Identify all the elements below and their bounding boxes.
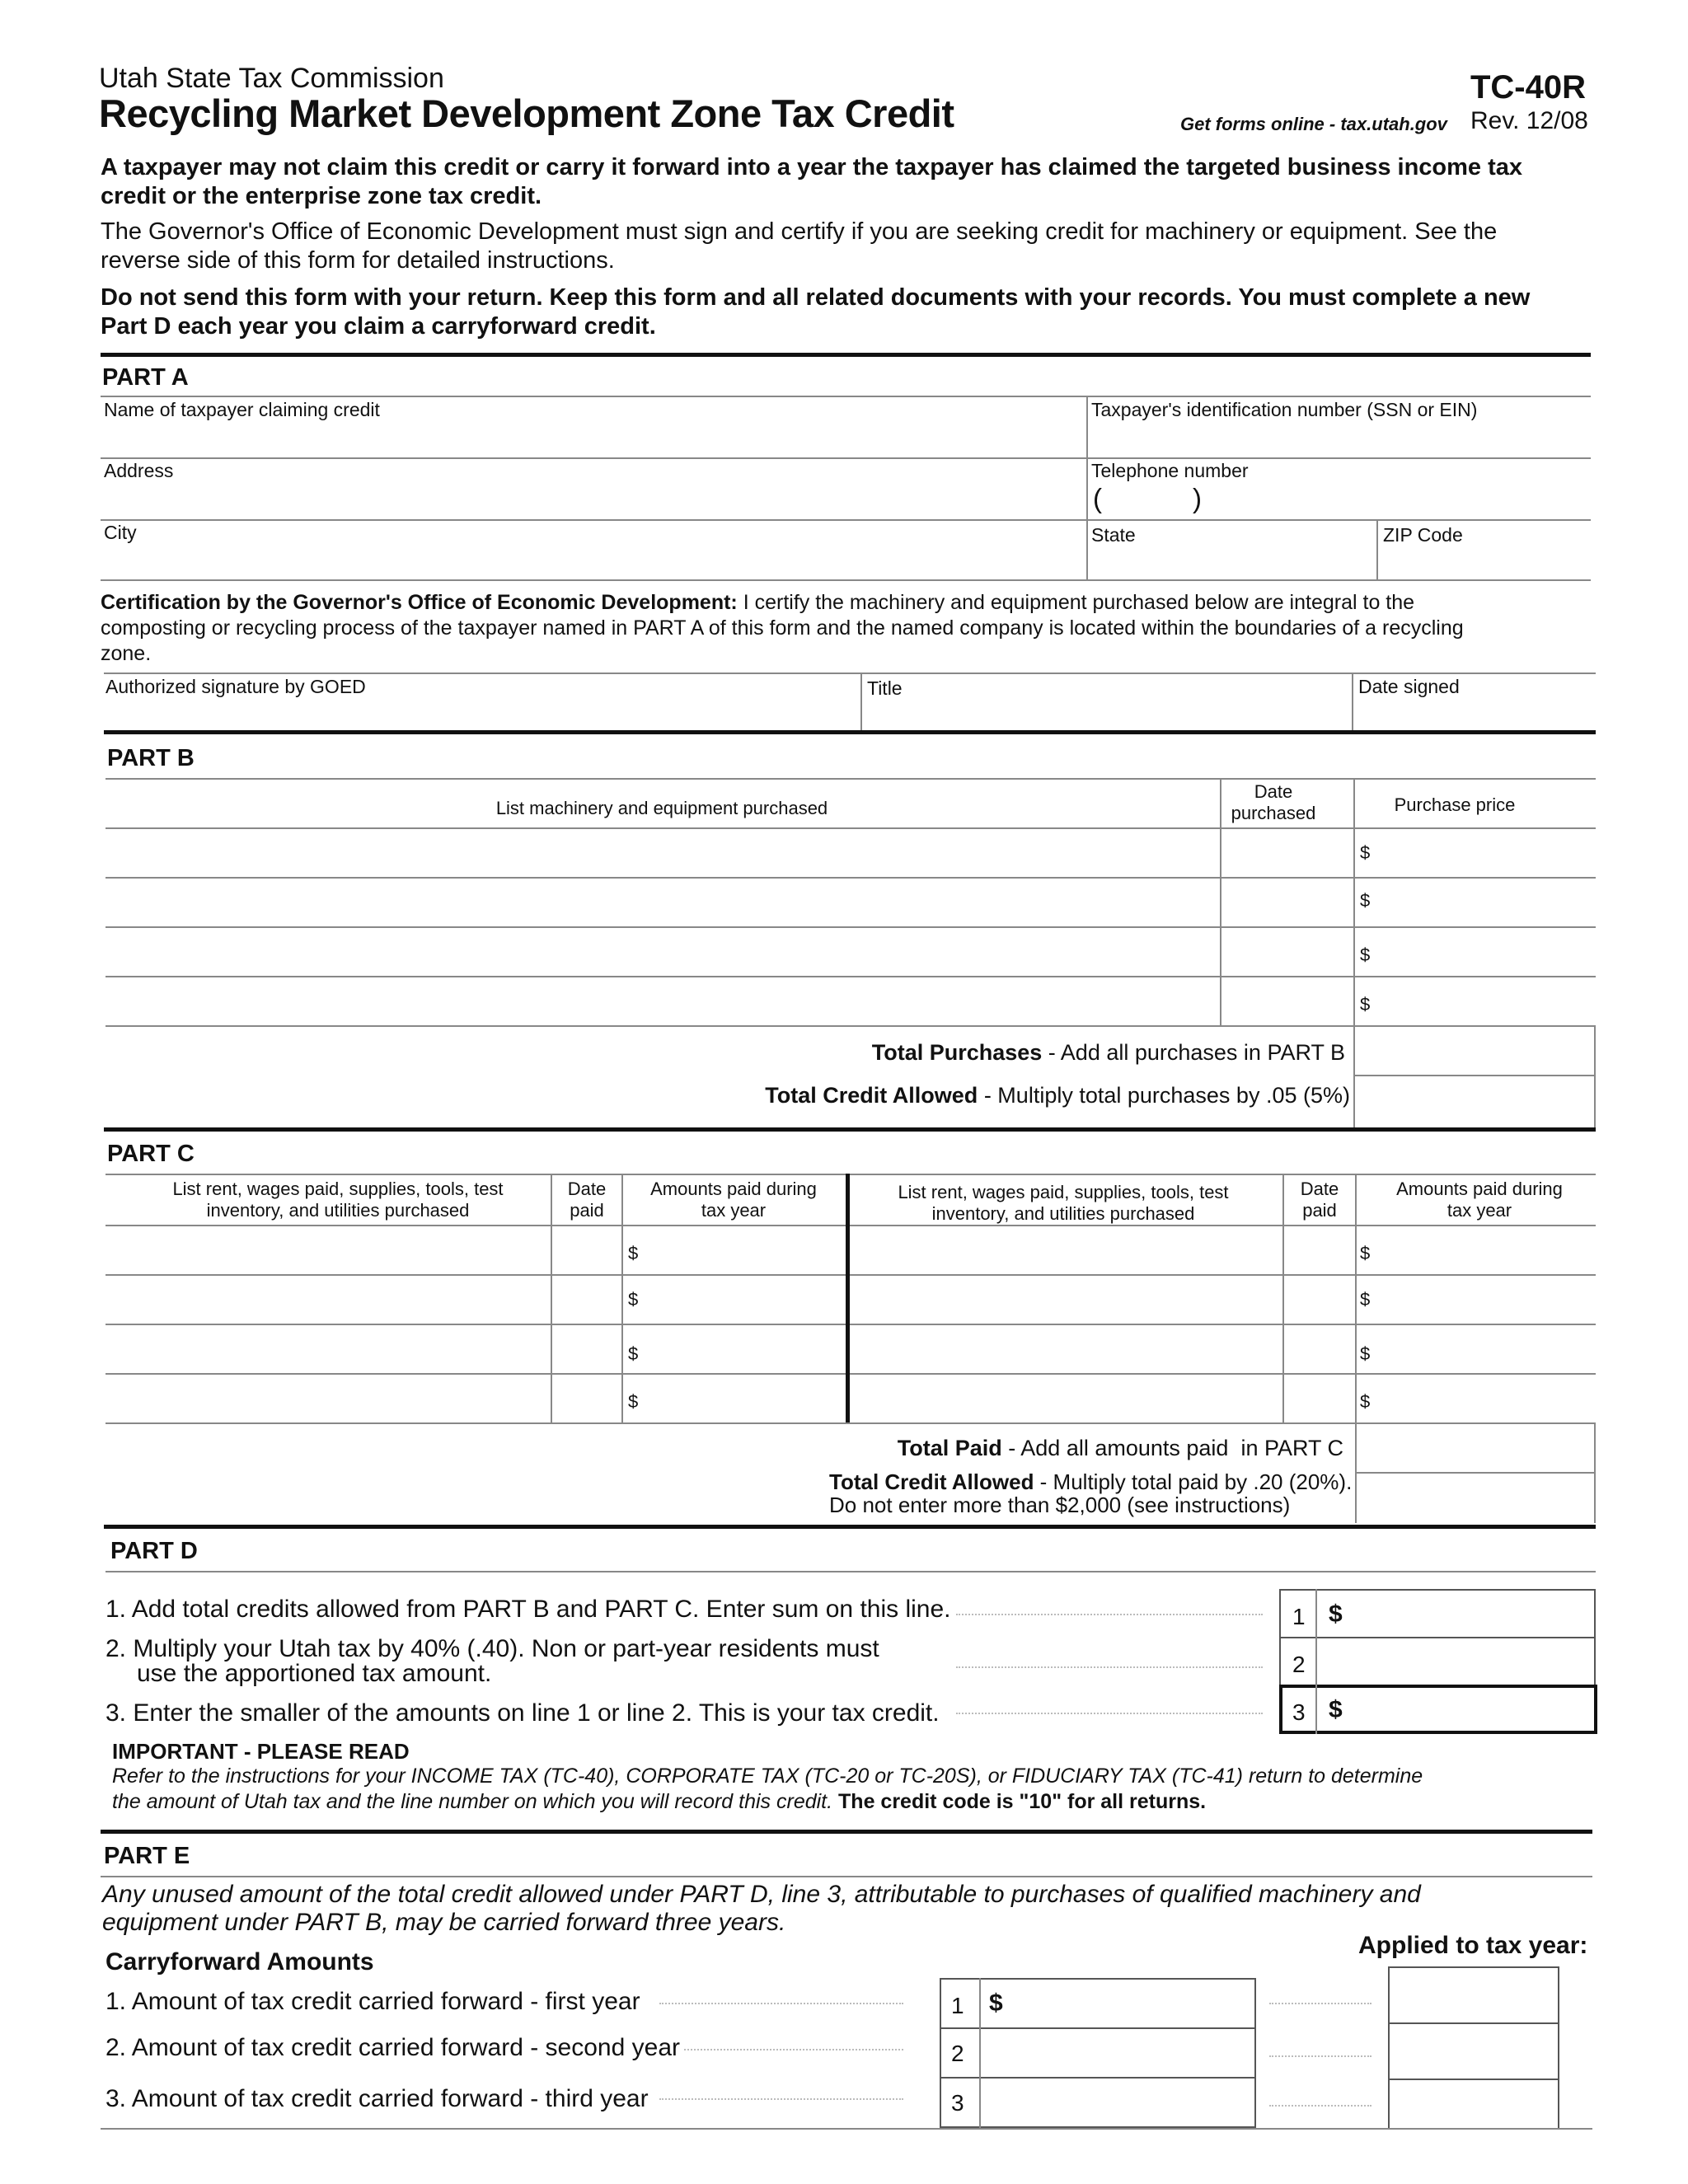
part-d-heading: PART D (110, 1538, 198, 1564)
part-b-total-credit-bold: Total Credit Allowed (765, 1083, 978, 1108)
total-paid-text: - Add all amounts paid in PART C (1001, 1436, 1343, 1460)
part-b-col-date: Date purchased (1231, 781, 1316, 823)
part-c-amount-field[interactable] (640, 1228, 842, 1272)
part-c-col-amount-left: Amounts paid during tax year (650, 1179, 817, 1221)
part-c-col-divider-2 (621, 1174, 623, 1422)
part-e-heading-rule (101, 1876, 1592, 1877)
part-d-line-3-field[interactable] (1352, 1688, 1592, 1731)
part-b-date-field[interactable] (1223, 831, 1350, 875)
part-e-leader-3 (659, 2098, 903, 2100)
part-c-currency: $ (1360, 1243, 1371, 1263)
part-c-currency: $ (628, 1243, 639, 1263)
part-b-row-rule-2 (106, 926, 1596, 928)
part-d-number-1: 1 (1292, 1604, 1306, 1629)
part-d-line-1-field[interactable] (1352, 1592, 1592, 1635)
part-c-item-field[interactable] (107, 1277, 547, 1322)
part-e-year-field-2[interactable] (1391, 2026, 1556, 2077)
important-heading: IMPORTANT - PLEASE READ (112, 1739, 410, 1764)
part-c-center-divider (846, 1174, 850, 1422)
part-c-row-rule-4 (106, 1422, 1596, 1424)
forms-online-link[interactable]: Get forms online - tax.utah.gov (1180, 114, 1447, 134)
records-note: Do not send this form with your return. Keep this form and all related documents with your records. You must complete a new Part D each year you claim a carryforward credit. (101, 284, 1531, 340)
tin-field[interactable] (1091, 420, 1586, 455)
part-b-price-field[interactable] (1373, 930, 1592, 974)
part-e-amount-field-1[interactable] (1010, 1981, 1253, 2026)
date-signed-label: Date signed (1358, 676, 1460, 697)
warning-text: A taxpayer may not claim this credit or carry it forward into a year the taxpayer has claimed the targeted business income tax credit or the enterprise zone tax credit. (101, 154, 1523, 209)
signature-top-rule (104, 673, 1596, 674)
part-b-row-rule-1 (106, 877, 1596, 879)
part-c-amount-field[interactable] (1373, 1277, 1592, 1322)
part-b-currency: $ (1360, 944, 1371, 965)
part-c-item-field[interactable] (852, 1277, 1279, 1322)
part-d-heading-rule (106, 1571, 1596, 1572)
part-e-top-rule (101, 1830, 1592, 1834)
part-c-col-list-right: List rent, wages paid, supplies, tools, test inventory, and utilities purchased (898, 1182, 1229, 1224)
part-d-number-divider-1 (1315, 1589, 1317, 1686)
part-c-amount-field[interactable] (640, 1327, 842, 1371)
part-e-amount-field-2[interactable] (982, 2031, 1253, 2075)
part-d-currency-1: $ (1329, 1601, 1343, 1628)
part-b-date-field[interactable] (1223, 880, 1350, 925)
part-c-date-field[interactable] (554, 1376, 618, 1421)
part-d-leader-1 (956, 1614, 1263, 1615)
part-d-leader-2 (956, 1666, 1263, 1668)
part-a-rule-2 (101, 457, 1591, 459)
part-c-row-rule-2 (106, 1324, 1596, 1325)
part-c-currency: $ (1360, 1391, 1371, 1412)
part-c-total-rule (1355, 1472, 1596, 1474)
part-b-total-rule (1353, 1075, 1596, 1076)
title-label: Title (867, 677, 903, 699)
part-e-currency-1: $ (989, 1990, 1003, 2017)
part-c-top-rule (104, 1127, 1596, 1132)
part-c-header-top (106, 1174, 1596, 1175)
part-c-total-credit-label (829, 1470, 1357, 1516)
part-b-row-rule-3 (106, 976, 1596, 977)
part-c-item-field[interactable] (107, 1376, 547, 1421)
part-b-price-field[interactable] (1373, 880, 1592, 925)
part-b-price-field[interactable] (1373, 831, 1592, 875)
goed-certification (101, 590, 1469, 667)
part-b-col-list: List machinery and equipment purchased (495, 798, 828, 818)
part-a-rule-3 (101, 519, 1591, 521)
part-e-year-leader-1 (1269, 2003, 1372, 2004)
part-e-number-2: 2 (951, 2041, 964, 2066)
part-c-currency: $ (628, 1343, 639, 1364)
part-e-line-2: 2. Amount of tax credit carried forward - second year (106, 2034, 680, 2061)
important-text (112, 1764, 1447, 1815)
part-b-total-credit-label (577, 1083, 1350, 1108)
part-b-header-bottom (106, 827, 1596, 829)
part-d-number-3: 3 (1292, 1699, 1306, 1725)
part-a-heading: PART A (102, 364, 189, 391)
certification-text: I certify the machinery and equipment purchased below are integral to the composting or recycling process of the taxpayer named in PART A of this form and the named company is located within the boundaries of a recycling zone. (101, 591, 1464, 665)
part-b-header-top (106, 778, 1596, 780)
part-c-total-credit-field[interactable] (1358, 1475, 1592, 1521)
part-c-item-field[interactable] (852, 1327, 1279, 1371)
zip-label: ZIP Code (1383, 524, 1463, 546)
address-field[interactable] (102, 481, 1083, 516)
part-c-header-bottom (106, 1225, 1596, 1226)
phone-parens: ( ) (1093, 483, 1202, 513)
part-c-date-field[interactable] (1286, 1376, 1352, 1421)
part-c-row-rule-1 (106, 1274, 1596, 1276)
part-e-line-1: 1. Amount of tax credit carried forward - first year (106, 1988, 640, 2015)
part-d-line-2a: 2. Multiply your Utah tax by 40% (.40). Non or part-year residents must (106, 1635, 879, 1662)
part-c-date-field[interactable] (1286, 1327, 1352, 1371)
city-field[interactable] (102, 544, 1083, 577)
part-b-currency: $ (1360, 994, 1371, 1015)
part-c-currency: $ (1360, 1343, 1371, 1364)
form-number: TC-40R (1470, 69, 1586, 105)
part-a-top-rule (101, 353, 1591, 357)
carryforward-heading: Carryforward Amounts (106, 1948, 374, 1975)
part-b-total-right (1594, 1025, 1596, 1127)
part-d-line-2-field[interactable] (1319, 1640, 1592, 1683)
part-b-item-field[interactable] (107, 831, 1217, 875)
state-label: State (1091, 524, 1136, 546)
part-e-year-field-1[interactable] (1391, 1970, 1556, 2021)
refer-instructions-text: Refer to the instructions for your INCOME TAX (TC-40), CORPORATE TAX (TC-20 or TC-20S), or FIDUCIARY TAX (TC-41) return to determine the amount of Utah tax and the line number on which you will record this credit. (112, 1765, 1423, 1813)
part-b-heading: PART B (107, 745, 195, 771)
part-d-line-1: 1. Add total credits allowed from PART B and PART C. Enter sum on this line. (106, 1596, 951, 1623)
part-a-divider-zip (1376, 519, 1378, 579)
part-d-top-rule (104, 1525, 1596, 1529)
part-c-col-divider-3 (1282, 1174, 1284, 1422)
part-c-date-field[interactable] (1286, 1277, 1352, 1322)
zip-field[interactable] (1383, 546, 1587, 577)
part-a-rule-4 (101, 579, 1591, 581)
part-b-date-field[interactable] (1223, 930, 1350, 974)
part-e-amount-field-3[interactable] (982, 2080, 1253, 2125)
part-b-currency: $ (1360, 890, 1371, 911)
part-b-date-field[interactable] (1223, 979, 1350, 1024)
part-b-col-price: Purchase price (1394, 794, 1516, 815)
part-c-col-divider-1 (551, 1174, 552, 1422)
tin-label: Taxpayer's identification number (SSN or EIN) (1091, 399, 1478, 420)
certification-heading: Certification by the Governor's Office of Economic Development: (101, 591, 738, 614)
part-e-number-1: 1 (951, 1993, 964, 2018)
part-a-rule-1 (101, 396, 1591, 397)
signature-divider-1 (860, 673, 862, 732)
part-b-total-credit-field[interactable] (1357, 1078, 1592, 1124)
part-c-amount-field[interactable] (640, 1376, 842, 1421)
part-b-item-field[interactable] (107, 979, 1217, 1024)
part-c-currency: $ (628, 1391, 639, 1412)
part-e-heading: PART E (104, 1843, 190, 1869)
part-b-item-field[interactable] (107, 880, 1217, 925)
credit-code-text: The credit code is "10" for all returns. (832, 1790, 1207, 1813)
part-c-amount-field[interactable] (1373, 1327, 1592, 1371)
part-c-total-credit-note: Do not enter more than $2,000 (see instructions) (829, 1493, 1291, 1517)
part-c-col-date-right: Date paid (1300, 1179, 1339, 1221)
date-signed-field[interactable] (1357, 697, 1592, 730)
part-c-date-field[interactable] (1286, 1228, 1352, 1272)
part-b-total-purchases-field[interactable] (1357, 1029, 1592, 1073)
part-c-row-rule-3 (106, 1373, 1596, 1375)
part-c-item-field[interactable] (852, 1376, 1279, 1421)
governor-note: The Governor's Office of Economic Development must sign and certify if you are seeking credit for machinery or equipment. See the reverse side of this form for detailed instructions. (101, 218, 1498, 274)
name-label: Name of taxpayer claiming credit (104, 399, 380, 420)
part-d-line-2 (106, 1637, 879, 1686)
part-d-number-2: 2 (1292, 1652, 1306, 1677)
part-c-heading: PART C (107, 1141, 195, 1167)
part-d-line-2b: use the apportioned tax amount. (137, 1660, 492, 1687)
title-field[interactable] (865, 699, 1348, 730)
part-e-line-3: 3. Amount of tax credit carried forward - third year (106, 2085, 649, 2112)
signature-label: Authorized signature by GOED (106, 676, 366, 697)
part-d-leader-3 (956, 1713, 1263, 1714)
part-c-amount-field[interactable] (640, 1277, 842, 1322)
part-e-year-leader-2 (1269, 2055, 1372, 2057)
city-label: City (104, 522, 137, 543)
part-c-item-field[interactable] (107, 1327, 547, 1371)
agency-name: Utah State Tax Commission (99, 63, 444, 94)
part-e-year-field-3[interactable] (1391, 2082, 1556, 2126)
part-c-total-paid-field[interactable] (1358, 1426, 1592, 1470)
part-c-date-field[interactable] (554, 1327, 618, 1371)
part-c-col-date-left: Date paid (567, 1179, 607, 1221)
part-e-intro: Any unused amount of the total credit allowed under PART D, line 3, attributable to purchases of qualified machinery and equipment under PART B, may be carried forward three years. (102, 1881, 1421, 1936)
part-b-price-field[interactable] (1373, 979, 1592, 1024)
signature-divider-2 (1352, 673, 1353, 732)
part-c-date-field[interactable] (554, 1228, 618, 1272)
part-d-line-3: 3. Enter the smaller of the amounts on line 1 or line 2. This is your tax credit. (106, 1699, 940, 1727)
part-c-total-credit-text: - Multiply total paid by .20 (20%). (1034, 1469, 1353, 1494)
part-c-total-paid-label (577, 1436, 1343, 1461)
part-c-total-credit-bold: Total Credit Allowed (829, 1469, 1034, 1494)
part-c-col-list-left: List rent, wages paid, supplies, tools, test inventory, and utilities purchased (172, 1179, 504, 1221)
part-e-number-divider (979, 1978, 981, 2128)
part-c-item-field[interactable] (852, 1228, 1279, 1272)
applied-to-tax-year-label: Applied to tax year: (1358, 1932, 1588, 1959)
part-b-top-rule (104, 730, 1596, 734)
address-label: Address (104, 460, 174, 481)
part-e-leader-2 (684, 2049, 903, 2050)
part-c-item-field[interactable] (107, 1228, 547, 1272)
total-purchases-text: - Add all purchases in PART B (1042, 1040, 1345, 1065)
total-purchases-bold: Total Purchases (871, 1040, 1043, 1065)
part-b-total-purchases-label (577, 1040, 1345, 1066)
part-d-currency-3: $ (1329, 1696, 1343, 1723)
part-b-row-rule-4 (106, 1025, 1596, 1027)
form-revision: Rev. 12/08 (1470, 107, 1588, 134)
part-c-date-field[interactable] (554, 1277, 618, 1322)
part-e-year-leader-3 (1269, 2105, 1372, 2107)
part-e-bottom-rule (101, 2128, 1592, 2130)
phone-field[interactable] (1091, 483, 1586, 516)
part-c-amount-field[interactable] (1373, 1376, 1592, 1421)
part-e-leader-1 (659, 2003, 903, 2004)
total-paid-bold: Total Paid (897, 1436, 1002, 1460)
part-b-currency: $ (1360, 842, 1371, 863)
part-b-col-divider-1 (1220, 778, 1221, 1025)
part-b-item-field[interactable] (107, 930, 1217, 974)
state-field[interactable] (1091, 546, 1372, 577)
name-field[interactable] (102, 420, 1083, 455)
part-c-amount-field[interactable] (1373, 1228, 1592, 1272)
part-c-currency: $ (1360, 1289, 1371, 1310)
part-d-number-divider-3 (1315, 1685, 1317, 1734)
part-e-number-3: 3 (951, 2090, 964, 2116)
part-c-col-amount-right: Amounts paid during tax year (1396, 1179, 1563, 1221)
part-a-divider (1086, 396, 1088, 579)
signature-field[interactable] (106, 697, 856, 730)
part-c-currency: $ (628, 1289, 639, 1310)
form-title: Recycling Market Development Zone Tax Credit (99, 91, 954, 135)
phone-label: Telephone number (1091, 460, 1249, 481)
part-b-total-credit-text: - Multiply total purchases by .05 (5%) (978, 1083, 1350, 1108)
